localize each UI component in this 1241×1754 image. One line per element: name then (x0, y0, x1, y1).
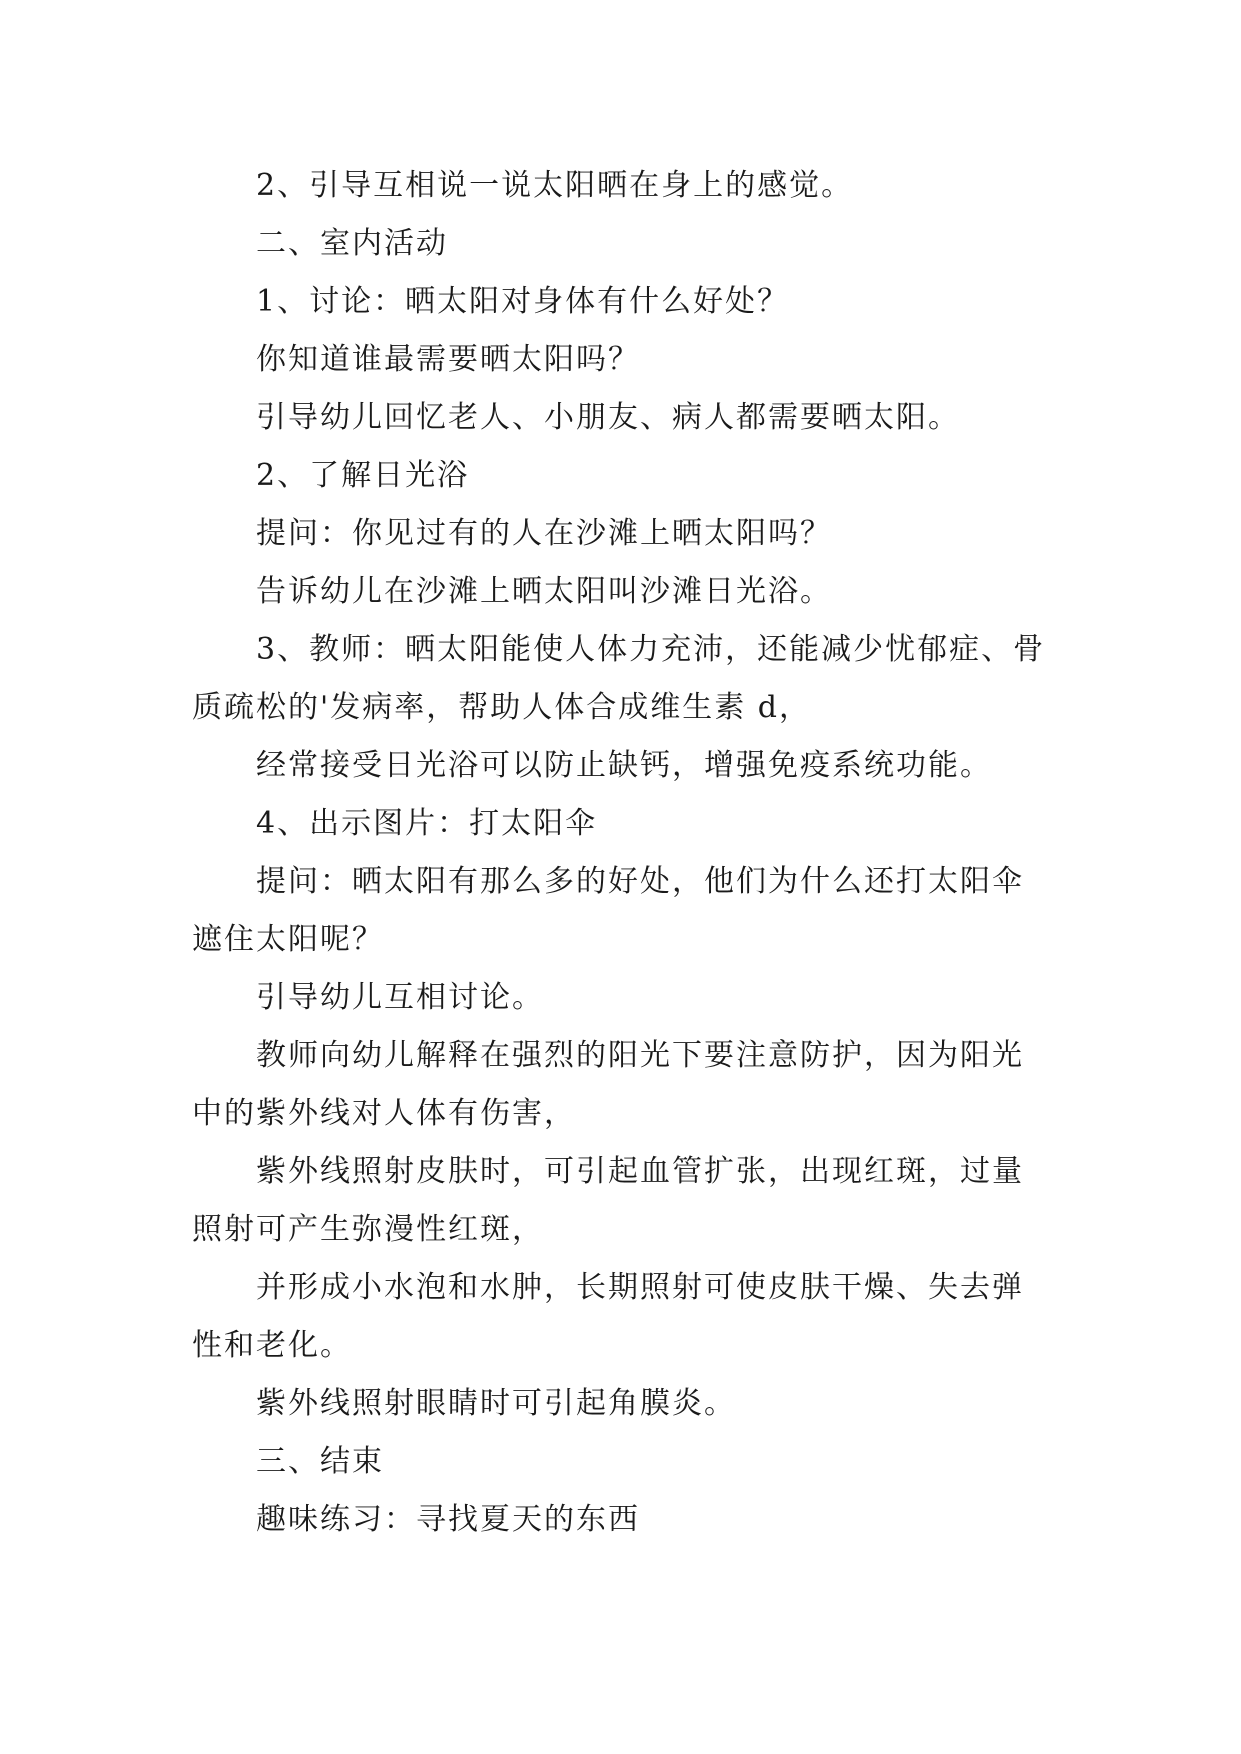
paragraph: 告诉幼儿在沙滩上晒太阳叫沙滩日光浴。 (256, 574, 832, 609)
paragraph: 2、了解日光浴 (256, 458, 470, 493)
paragraph: 1、讨论：晒太阳对身体有什么好处？ (256, 284, 790, 319)
document-body (192, 157, 1052, 1549)
paragraph: 提问：晒太阳有那么多的好处，他们为什么还打太阳伞遮住太阳呢？ (192, 864, 1024, 957)
paragraph: 引导幼儿回忆老人、小朋友、病人都需要晒太阳。 (256, 400, 960, 435)
paragraph: 经常接受日光浴可以防止缺钙，增强免疫系统功能。 (256, 748, 992, 783)
paragraph: 引导幼儿互相讨论。 (256, 980, 544, 1015)
paragraph: 紫外线照射眼睛时可引起角膜炎。 (256, 1386, 736, 1421)
paragraph: 4、出示图片：打太阳伞 (256, 806, 598, 841)
section-heading: 二、室内活动 (256, 226, 448, 261)
paragraph: 紫外线照射皮肤时，可引起血管扩张，出现红斑，过量照射可产生弥漫性红斑， (192, 1154, 1024, 1247)
paragraph: 并形成小水泡和水肿，长期照射可使皮肤干燥、失去弹性和老化。 (192, 1270, 1024, 1363)
paragraph: 提问：你见过有的人在沙滩上晒太阳吗？ (256, 516, 832, 551)
paragraph: 2、引导互相说一说太阳晒在身上的感觉。 (256, 168, 854, 203)
paragraph: 教师向幼儿解释在强烈的阳光下要注意防护，因为阳光中的紫外线对人体有伤害， (192, 1038, 1024, 1131)
paragraph: 3、教师：晒太阳能使人体力充沛，还能减少忧郁症、骨质疏松的'发病率，帮助人体合成维生素 d， (192, 632, 1046, 725)
section-heading: 三、结束 (256, 1444, 384, 1479)
paragraph: 趣味练习：寻找夏天的东西 (256, 1502, 640, 1537)
paragraph: 你知道谁最需要晒太阳吗？ (256, 342, 640, 377)
